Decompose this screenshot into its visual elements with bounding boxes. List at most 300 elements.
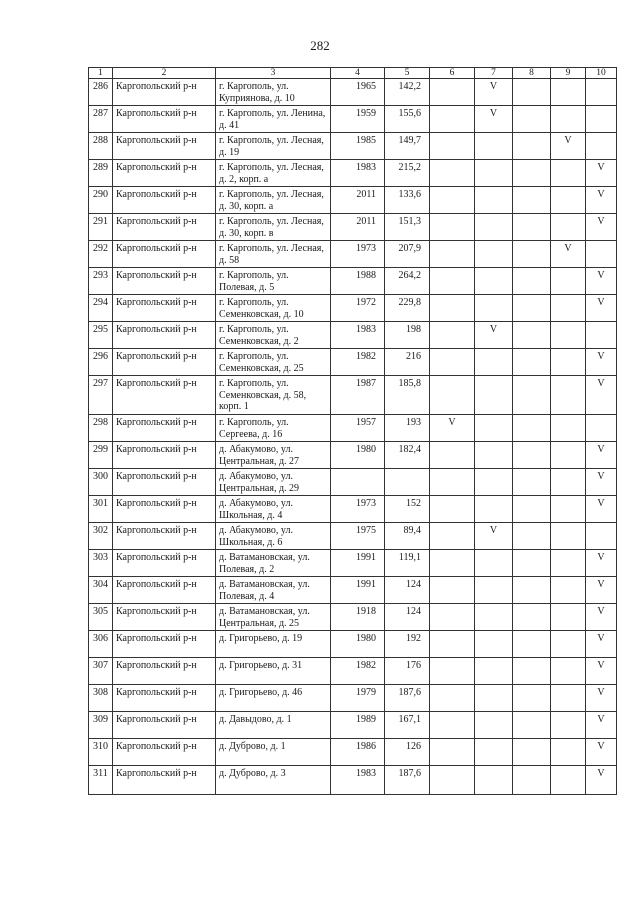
mark-cell-col10: V — [586, 349, 617, 376]
mark-cell-col8 — [513, 496, 551, 523]
mark-cell-col7: V — [475, 106, 513, 133]
mark-cell-col7 — [475, 241, 513, 268]
table-row — [89, 442, 617, 469]
row-number: 304 — [89, 577, 113, 604]
mark-cell-col10: V — [586, 739, 617, 766]
table-row — [89, 241, 617, 268]
mark-cell-col6 — [430, 577, 475, 604]
mark-cell-col7 — [475, 496, 513, 523]
mark-cell-col8 — [513, 631, 551, 658]
mark-cell-col6 — [430, 604, 475, 631]
year-cell: 1989 — [331, 712, 385, 739]
table-body — [89, 79, 617, 795]
mark-cell-col9 — [551, 349, 586, 376]
address-cell: д. Григорьево, д. 19 — [216, 631, 331, 658]
mark-cell-col9 — [551, 442, 586, 469]
table-row — [89, 550, 617, 577]
mark-cell-col7 — [475, 469, 513, 496]
row-number: 306 — [89, 631, 113, 658]
column-header: 9 — [551, 68, 586, 79]
table-row — [89, 604, 617, 631]
area-cell: 151,3 — [385, 214, 430, 241]
address-cell: г. Каргополь, ул. Лесная, д. 2, корп. а — [216, 160, 331, 187]
mark-cell-col6 — [430, 214, 475, 241]
mark-cell-col7 — [475, 349, 513, 376]
column-header: 7 — [475, 68, 513, 79]
table-row — [89, 496, 617, 523]
year-cell: 1986 — [331, 739, 385, 766]
area-cell: 187,6 — [385, 766, 430, 795]
mark-cell-col7 — [475, 604, 513, 631]
mark-cell-col7 — [475, 295, 513, 322]
mark-cell-col8 — [513, 241, 551, 268]
address-cell: г. Каргополь, ул. Сергеева, д. 16 — [216, 415, 331, 442]
table-row — [89, 739, 617, 766]
mark-cell-col6 — [430, 685, 475, 712]
row-number: 287 — [89, 106, 113, 133]
year-cell: 1918 — [331, 604, 385, 631]
mark-cell-col7 — [475, 415, 513, 442]
district-cell: Каргопольский р-н — [113, 349, 216, 376]
mark-cell-col6 — [430, 79, 475, 106]
district-cell: Каргопольский р-н — [113, 604, 216, 631]
address-cell: д. Абакумово, ул. Школьная, д. 6 — [216, 523, 331, 550]
table-row — [89, 349, 617, 376]
mark-cell-col9 — [551, 79, 586, 106]
mark-cell-col6 — [430, 241, 475, 268]
mark-cell-col6 — [430, 496, 475, 523]
district-cell: Каргопольский р-н — [113, 133, 216, 160]
mark-cell-col8 — [513, 712, 551, 739]
mark-cell-col7 — [475, 160, 513, 187]
table-row — [89, 133, 617, 160]
mark-cell-col7 — [475, 133, 513, 160]
mark-cell-col8 — [513, 577, 551, 604]
row-number: 289 — [89, 160, 113, 187]
mark-cell-col7: V — [475, 79, 513, 106]
mark-cell-col9 — [551, 550, 586, 577]
area-cell: 167,1 — [385, 712, 430, 739]
mark-cell-col9 — [551, 496, 586, 523]
address-cell: г. Каргополь, ул. Лесная, д. 30, корп. а — [216, 187, 331, 214]
mark-cell-col6 — [430, 322, 475, 349]
row-number: 303 — [89, 550, 113, 577]
mark-cell-col8 — [513, 106, 551, 133]
mark-cell-col10: V — [586, 469, 617, 496]
mark-cell-col10: V — [586, 550, 617, 577]
address-cell: д. Григорьево, д. 46 — [216, 685, 331, 712]
mark-cell-col8 — [513, 160, 551, 187]
address-cell: д. Ватамановская, ул. Полевая, д. 4 — [216, 577, 331, 604]
mark-cell-col8 — [513, 550, 551, 577]
row-number: 297 — [89, 376, 113, 415]
mark-cell-col10: V — [586, 685, 617, 712]
area-cell: 198 — [385, 322, 430, 349]
table-row — [89, 658, 617, 685]
mark-cell-col6 — [430, 550, 475, 577]
year-cell: 1959 — [331, 106, 385, 133]
year-cell: 1972 — [331, 295, 385, 322]
district-cell: Каргопольский р-н — [113, 577, 216, 604]
year-cell: 1973 — [331, 496, 385, 523]
mark-cell-col9: V — [551, 133, 586, 160]
mark-cell-col10 — [586, 241, 617, 268]
district-cell: Каргопольский р-н — [113, 160, 216, 187]
table-row — [89, 106, 617, 133]
year-cell: 1991 — [331, 577, 385, 604]
mark-cell-col6 — [430, 295, 475, 322]
year-cell: 1985 — [331, 133, 385, 160]
year-cell: 1987 — [331, 376, 385, 415]
table-row — [89, 79, 617, 106]
district-cell: Каргопольский р-н — [113, 376, 216, 415]
mark-cell-col10: V — [586, 442, 617, 469]
row-number: 305 — [89, 604, 113, 631]
area-cell: 187,6 — [385, 685, 430, 712]
mark-cell-col10: V — [586, 658, 617, 685]
address-cell: д. Григорьево, д. 31 — [216, 658, 331, 685]
mark-cell-col9 — [551, 376, 586, 415]
area-cell: 193 — [385, 415, 430, 442]
row-number: 308 — [89, 685, 113, 712]
mark-cell-col6 — [430, 712, 475, 739]
mark-cell-col9 — [551, 160, 586, 187]
mark-cell-col9 — [551, 106, 586, 133]
mark-cell-col6 — [430, 376, 475, 415]
table-row — [89, 376, 617, 415]
year-cell: 1975 — [331, 523, 385, 550]
column-header: 10 — [586, 68, 617, 79]
mark-cell-col6 — [430, 268, 475, 295]
address-cell: д. Ватамановская, ул. Полевая, д. 2 — [216, 550, 331, 577]
mark-cell-col8 — [513, 685, 551, 712]
table-row — [89, 268, 617, 295]
mark-cell-col8 — [513, 658, 551, 685]
district-cell: Каргопольский р-н — [113, 496, 216, 523]
year-cell: 1980 — [331, 631, 385, 658]
area-cell: 192 — [385, 631, 430, 658]
row-number: 295 — [89, 322, 113, 349]
mark-cell-col7 — [475, 376, 513, 415]
mark-cell-col6 — [430, 658, 475, 685]
address-cell: д. Дуброво, д. 3 — [216, 766, 331, 795]
mark-cell-col9 — [551, 268, 586, 295]
column-header: 1 — [89, 68, 113, 79]
mark-cell-col8 — [513, 766, 551, 795]
address-cell: д. Абакумово, ул. Центральная, д. 29 — [216, 469, 331, 496]
column-header: 6 — [430, 68, 475, 79]
row-number: 302 — [89, 523, 113, 550]
district-cell: Каргопольский р-н — [113, 322, 216, 349]
district-cell: Каргопольский р-н — [113, 79, 216, 106]
column-header: 2 — [113, 68, 216, 79]
district-cell: Каргопольский р-н — [113, 187, 216, 214]
district-cell: Каргопольский р-н — [113, 766, 216, 795]
district-cell: Каргопольский р-н — [113, 658, 216, 685]
mark-cell-col10: V — [586, 268, 617, 295]
address-cell: г. Каргополь, ул. Семенковская, д. 58, корп. 1 — [216, 376, 331, 415]
mark-cell-col6 — [430, 133, 475, 160]
mark-cell-col8 — [513, 523, 551, 550]
district-cell: Каргопольский р-н — [113, 631, 216, 658]
area-cell: 155,6 — [385, 106, 430, 133]
address-cell: г. Каргополь, ул. Ленина, д. 41 — [216, 106, 331, 133]
year-cell: 1982 — [331, 658, 385, 685]
row-number: 292 — [89, 241, 113, 268]
mark-cell-col10: V — [586, 712, 617, 739]
mark-cell-col10: V — [586, 766, 617, 795]
mark-cell-col7 — [475, 187, 513, 214]
address-cell: г. Каргополь, ул. Семенковская, д. 2 — [216, 322, 331, 349]
district-cell: Каргопольский р-н — [113, 268, 216, 295]
area-cell: 215,2 — [385, 160, 430, 187]
row-number: 311 — [89, 766, 113, 795]
address-cell: д. Абакумово, ул. Центральная, д. 27 — [216, 442, 331, 469]
table-row — [89, 214, 617, 241]
mark-cell-col6 — [430, 469, 475, 496]
area-cell: 176 — [385, 658, 430, 685]
mark-cell-col9 — [551, 604, 586, 631]
district-cell: Каргопольский р-н — [113, 295, 216, 322]
mark-cell-col10 — [586, 79, 617, 106]
mark-cell-col6 — [430, 523, 475, 550]
table-row — [89, 712, 617, 739]
mark-cell-col8 — [513, 376, 551, 415]
row-number: 309 — [89, 712, 113, 739]
buildings-table — [88, 67, 617, 795]
area-cell: 149,7 — [385, 133, 430, 160]
area-cell — [385, 469, 430, 496]
district-cell: Каргопольский р-н — [113, 469, 216, 496]
row-number: 294 — [89, 295, 113, 322]
district-cell: Каргопольский р-н — [113, 241, 216, 268]
year-cell: 1957 — [331, 415, 385, 442]
year-cell: 1991 — [331, 550, 385, 577]
mark-cell-col10 — [586, 523, 617, 550]
mark-cell-col9 — [551, 214, 586, 241]
table-row — [89, 469, 617, 496]
table-row — [89, 160, 617, 187]
mark-cell-col10: V — [586, 631, 617, 658]
mark-cell-col8 — [513, 415, 551, 442]
mark-cell-col9: V — [551, 241, 586, 268]
mark-cell-col6 — [430, 160, 475, 187]
year-cell — [331, 469, 385, 496]
mark-cell-col7 — [475, 268, 513, 295]
mark-cell-col6 — [430, 349, 475, 376]
area-cell: 229,8 — [385, 295, 430, 322]
row-number: 291 — [89, 214, 113, 241]
table-row — [89, 523, 617, 550]
year-cell: 1979 — [331, 685, 385, 712]
mark-cell-col9 — [551, 577, 586, 604]
year-cell: 1983 — [331, 766, 385, 795]
year-cell: 1973 — [331, 241, 385, 268]
district-cell: Каргопольский р-н — [113, 415, 216, 442]
mark-cell-col10: V — [586, 160, 617, 187]
table-row — [89, 322, 617, 349]
mark-cell-col9 — [551, 322, 586, 349]
mark-cell-col6 — [430, 631, 475, 658]
mark-cell-col10 — [586, 133, 617, 160]
row-number: 290 — [89, 187, 113, 214]
mark-cell-col10 — [586, 106, 617, 133]
year-cell: 1965 — [331, 79, 385, 106]
mark-cell-col9 — [551, 712, 586, 739]
mark-cell-col9 — [551, 469, 586, 496]
mark-cell-col10 — [586, 415, 617, 442]
mark-cell-col7 — [475, 577, 513, 604]
area-cell: 124 — [385, 604, 430, 631]
column-header: 4 — [331, 68, 385, 79]
mark-cell-col7 — [475, 685, 513, 712]
mark-cell-col6: V — [430, 415, 475, 442]
table-row — [89, 685, 617, 712]
district-cell: Каргопольский р-н — [113, 712, 216, 739]
year-cell: 1980 — [331, 442, 385, 469]
mark-cell-col9 — [551, 631, 586, 658]
table-row — [89, 631, 617, 658]
table-row — [89, 415, 617, 442]
mark-cell-col10: V — [586, 214, 617, 241]
row-number: 298 — [89, 415, 113, 442]
district-cell: Каргопольский р-н — [113, 106, 216, 133]
area-cell: 142,2 — [385, 79, 430, 106]
mark-cell-col10: V — [586, 376, 617, 415]
district-cell: Каргопольский р-н — [113, 739, 216, 766]
mark-cell-col10: V — [586, 187, 617, 214]
area-cell: 126 — [385, 739, 430, 766]
mark-cell-col7 — [475, 214, 513, 241]
area-cell: 264,2 — [385, 268, 430, 295]
mark-cell-col7 — [475, 631, 513, 658]
row-number: 299 — [89, 442, 113, 469]
column-header: 8 — [513, 68, 551, 79]
mark-cell-col8 — [513, 322, 551, 349]
mark-cell-col7: V — [475, 523, 513, 550]
mark-cell-col6 — [430, 739, 475, 766]
mark-cell-col8 — [513, 268, 551, 295]
area-cell: 182,4 — [385, 442, 430, 469]
year-cell: 2011 — [331, 214, 385, 241]
area-cell: 216 — [385, 349, 430, 376]
district-cell: Каргопольский р-н — [113, 523, 216, 550]
mark-cell-col6 — [430, 766, 475, 795]
mark-cell-col8 — [513, 349, 551, 376]
table-row — [89, 577, 617, 604]
mark-cell-col9 — [551, 766, 586, 795]
year-cell: 1983 — [331, 322, 385, 349]
mark-cell-col6 — [430, 187, 475, 214]
address-cell: д. Ватамановская, ул. Центральная, д. 25 — [216, 604, 331, 631]
address-cell: д. Давыдово, д. 1 — [216, 712, 331, 739]
row-number: 288 — [89, 133, 113, 160]
mark-cell-col10: V — [586, 577, 617, 604]
mark-cell-col7 — [475, 766, 513, 795]
header-row — [89, 68, 617, 79]
mark-cell-col10: V — [586, 496, 617, 523]
area-cell: 207,9 — [385, 241, 430, 268]
mark-cell-col8 — [513, 604, 551, 631]
mark-cell-col6 — [430, 442, 475, 469]
mark-cell-col9 — [551, 685, 586, 712]
mark-cell-col7 — [475, 550, 513, 577]
row-number: 307 — [89, 658, 113, 685]
row-number: 300 — [89, 469, 113, 496]
mark-cell-col8 — [513, 442, 551, 469]
mark-cell-col6 — [430, 106, 475, 133]
mark-cell-col10 — [586, 322, 617, 349]
address-cell: г. Каргополь, ул. Лесная, д. 19 — [216, 133, 331, 160]
mark-cell-col10: V — [586, 604, 617, 631]
row-number: 296 — [89, 349, 113, 376]
address-cell: г. Каргополь, ул. Полевая, д. 5 — [216, 268, 331, 295]
mark-cell-col9 — [551, 523, 586, 550]
address-cell: д. Абакумово, ул. Школьная, д. 4 — [216, 496, 331, 523]
area-cell: 185,8 — [385, 376, 430, 415]
district-cell: Каргопольский р-н — [113, 685, 216, 712]
row-number: 286 — [89, 79, 113, 106]
table-row — [89, 766, 617, 795]
district-cell: Каргопольский р-н — [113, 214, 216, 241]
mark-cell-col9 — [551, 739, 586, 766]
mark-cell-col7: V — [475, 322, 513, 349]
mark-cell-col7 — [475, 658, 513, 685]
row-number: 310 — [89, 739, 113, 766]
mark-cell-col8 — [513, 187, 551, 214]
mark-cell-col8 — [513, 739, 551, 766]
district-cell: Каргопольский р-н — [113, 550, 216, 577]
mark-cell-col9 — [551, 658, 586, 685]
address-cell: г. Каргополь, ул. Семенковская, д. 25 — [216, 349, 331, 376]
column-header: 5 — [385, 68, 430, 79]
mark-cell-col7 — [475, 712, 513, 739]
year-cell: 1988 — [331, 268, 385, 295]
address-cell: г. Каргополь, ул. Лесная, д. 58 — [216, 241, 331, 268]
year-cell: 2011 — [331, 187, 385, 214]
mark-cell-col8 — [513, 295, 551, 322]
column-header: 3 — [216, 68, 331, 79]
page-number: 282 — [310, 38, 330, 53]
table-row — [89, 187, 617, 214]
mark-cell-col9 — [551, 187, 586, 214]
mark-cell-col9 — [551, 295, 586, 322]
area-cell: 133,6 — [385, 187, 430, 214]
address-cell: г. Каргополь, ул. Семенковская, д. 10 — [216, 295, 331, 322]
row-number: 301 — [89, 496, 113, 523]
area-cell: 124 — [385, 577, 430, 604]
address-cell: д. Дуброво, д. 1 — [216, 739, 331, 766]
mark-cell-col9 — [551, 415, 586, 442]
table-row — [89, 295, 617, 322]
mark-cell-col8 — [513, 469, 551, 496]
year-cell: 1983 — [331, 160, 385, 187]
address-cell: г. Каргополь, ул. Лесная, д. 30, корп. в — [216, 214, 331, 241]
area-cell: 89,4 — [385, 523, 430, 550]
mark-cell-col7 — [475, 739, 513, 766]
mark-cell-col8 — [513, 79, 551, 106]
row-number: 293 — [89, 268, 113, 295]
district-cell: Каргопольский р-н — [113, 442, 216, 469]
mark-cell-col10: V — [586, 295, 617, 322]
year-cell: 1982 — [331, 349, 385, 376]
area-cell: 119,1 — [385, 550, 430, 577]
mark-cell-col8 — [513, 214, 551, 241]
mark-cell-col7 — [475, 442, 513, 469]
address-cell: г. Каргополь, ул. Куприянова, д. 10 — [216, 79, 331, 106]
mark-cell-col8 — [513, 133, 551, 160]
area-cell: 152 — [385, 496, 430, 523]
